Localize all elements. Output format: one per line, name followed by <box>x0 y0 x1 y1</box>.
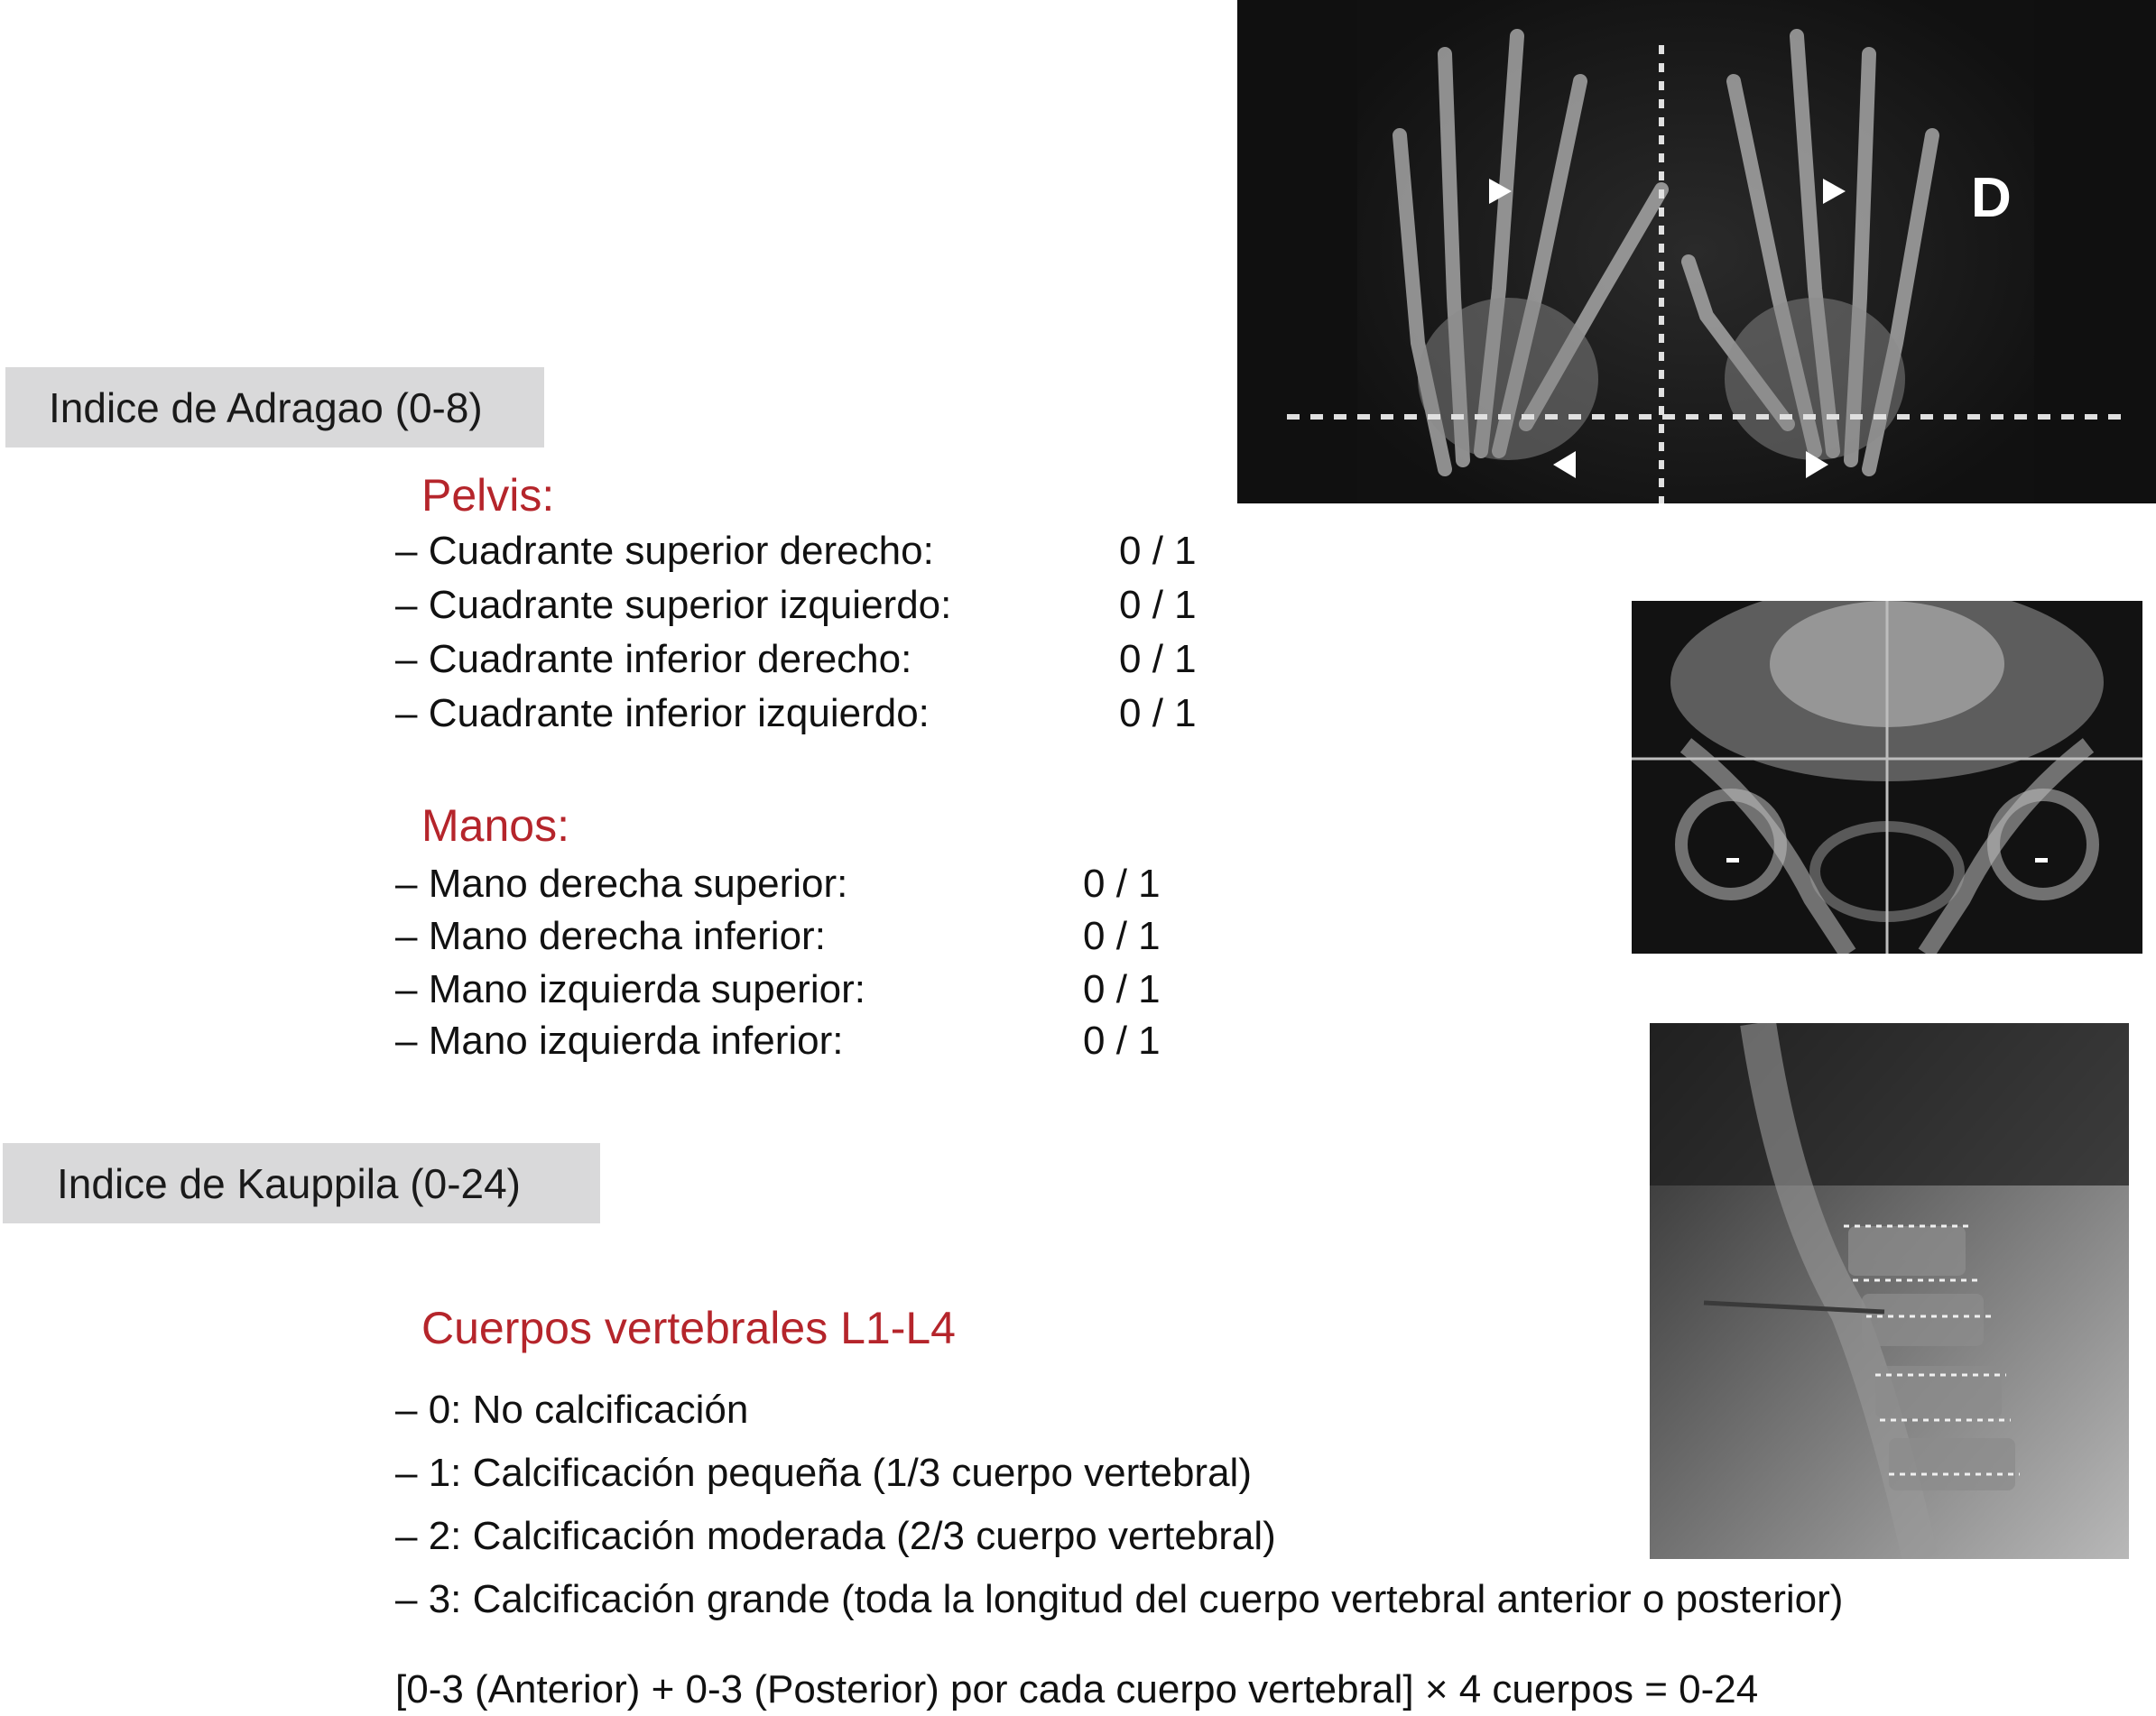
pelvis-xray-image <box>1632 601 2142 954</box>
hands-xray-marker: D <box>1971 167 2012 229</box>
manos-item-score: 0 / 1 <box>1083 862 1161 906</box>
pelvis-item-score: 0 / 1 <box>1119 691 1197 735</box>
pelvis-heading: Pelvis: <box>421 470 555 521</box>
kauppila-item: – 3: Calcificación grande (toda la longitud del cuerpo vertebral anterior o posterior) <box>395 1577 1844 1621</box>
pelvis-item-label: – Cuadrante inferior derecho: <box>395 637 912 681</box>
pelvis-item-label: – Cuadrante inferior izquierdo: <box>395 691 930 735</box>
manos-item-score: 0 / 1 <box>1083 1019 1161 1063</box>
manos-item-label: – Mano derecha superior: <box>395 862 848 906</box>
adragao-index-label <box>5 367 544 447</box>
manos-item-score: 0 / 1 <box>1083 914 1161 958</box>
manos-item-label: – Mano izquierda inferior: <box>395 1019 844 1063</box>
kauppila-index-label <box>3 1143 600 1223</box>
kauppila-item: – 2: Calcificación moderada (2/3 cuerpo vertebral) <box>395 1514 1276 1558</box>
pelvis-item-label: – Cuadrante superior derecho: <box>395 529 934 573</box>
pelvis-item-score: 0 / 1 <box>1119 583 1197 627</box>
kauppila-item: – 1: Calcificación pequeña (1/3 cuerpo vertebral) <box>395 1451 1252 1495</box>
manos-item-label: – Mano derecha inferior: <box>395 914 826 958</box>
kauppila-formula: [0-3 (Anterior) + 0-3 (Posterior) por cada cuerpo vertebral] × 4 cuerpos = 0-24 <box>395 1667 1759 1711</box>
hands-xray-image <box>1237 0 2156 503</box>
manos-item-score: 0 / 1 <box>1083 967 1161 1011</box>
pelvis-item-label: – Cuadrante superior izquierdo: <box>395 583 952 627</box>
pelvis-item-score: 0 / 1 <box>1119 637 1197 681</box>
pelvis-item-score: 0 / 1 <box>1119 529 1197 573</box>
adragao-index-title: Indice de Adragao (0-8) <box>49 383 483 431</box>
vertebral-bodies-heading: Cuerpos vertebrales L1-L4 <box>421 1303 956 1353</box>
kauppila-item: – 0: No calcificación <box>395 1388 749 1432</box>
kauppila-index-title: Indice de Kauppila (0-24) <box>57 1159 521 1207</box>
lumbar-spine-xray-image <box>1650 1023 2129 1559</box>
manos-heading: Manos: <box>421 800 569 851</box>
manos-item-label: – Mano izquierda superior: <box>395 967 865 1011</box>
